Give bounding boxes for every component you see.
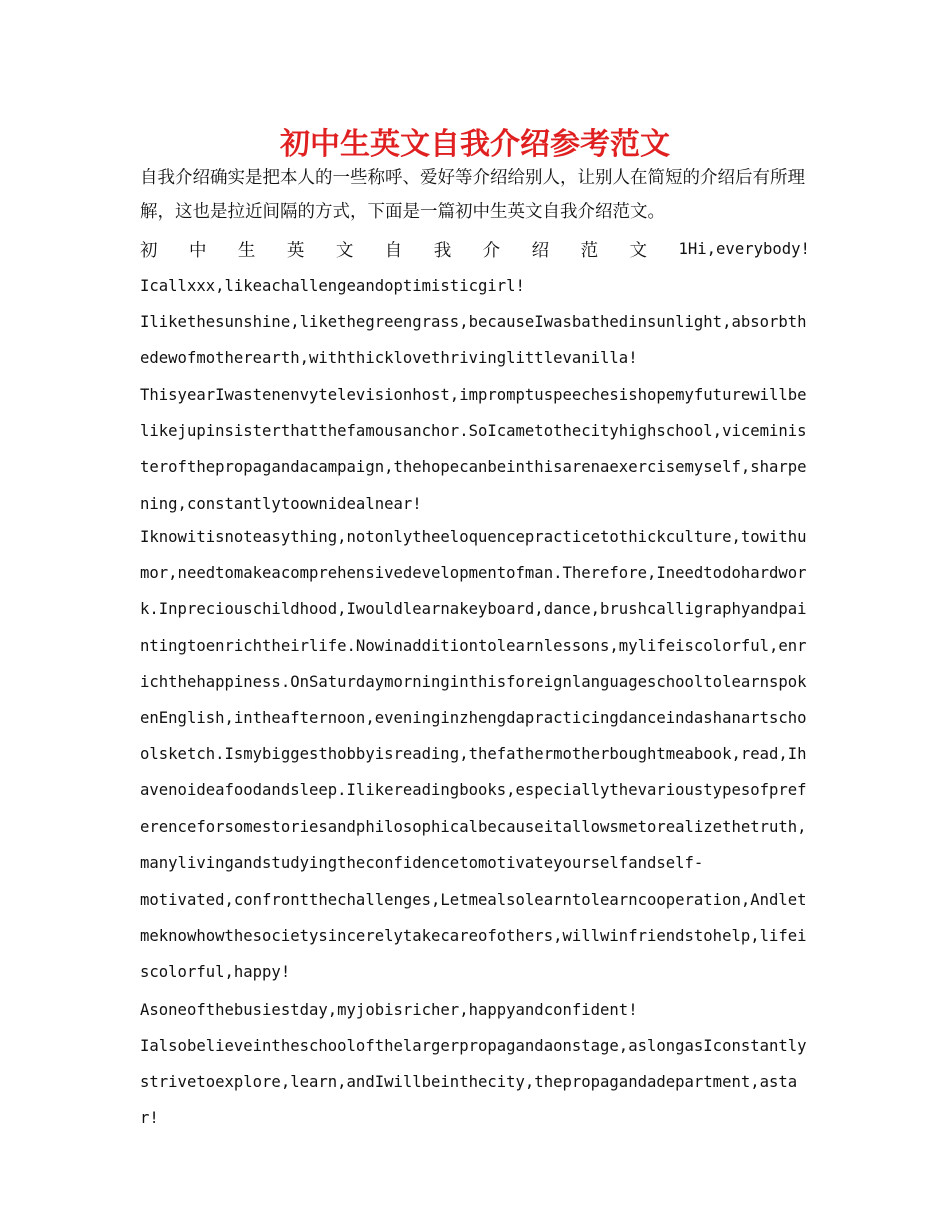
heading-char: 文	[335, 240, 354, 261]
heading-char: 英	[286, 240, 305, 261]
body-paragraph: Iknowitisnoteasything,notonlytheeloquencepracticetothickculture,towithumor,needtomakeacomprehensivedevelopmentofman.Therefore,Ineedtodohardwork.Inpreciouschildhood,Iwouldlearnakeyboard,dance,brushcalligraphyandpaintingtoenrichtheirlife.Nowinadditiontolearnlessons,mylifeiscolorful,enrichthehappiness.OnSaturdaymorninginthisforeignlanguageschooltolearnspokenEnglish,intheafternoon,eveninginzhengdapracticingdanceindashanartschoolsketch.Ismybiggesthobbyisreading,thefathermotherboughtmeabook,read,Ihavenoideafoodandsleep.Ilikereadingbooks,especiallythevarioustypesofpreferenceforsomestoriesandphilosophicalbecauseitallowsmetorealizethetruth,manylivingandstudyingtheconfidencetomotivateyourselfandself-	[140, 528, 807, 872]
body-paragraph: motivated,confrontthechallenges,Letmealsolearntolearncooperation,Andletmeknowhowthesocietysincerelytakecareofothers,willwinfriendstohelp,lifeiscolorful,happy!	[140, 891, 807, 982]
heading-char: 绍	[531, 240, 550, 261]
heading-char: 初	[140, 240, 158, 261]
heading-char: 范	[580, 240, 599, 261]
heading-char: 自	[384, 240, 403, 261]
body-paragraph: Ialsobelieveintheschoolofthelargerpropagandaonstage,aslongasIconstantlystrivetoexplore,learn,andIwillbeinthecity,thepropagandadepartment,astar!	[140, 1037, 807, 1128]
heading-char: 我	[433, 240, 452, 261]
body-paragraph: Ilikethesunshine,likethegreengrass,becauseIwasbathedinsunlight,absorbthedewofmotherearth,withthicklovethrivinglittlevanilla!	[140, 313, 807, 368]
intro-paragraph: 自我介绍确实是把本人的一些称呼、爱好等介绍给别人，让别人在简短的介绍后有所理解，这也是拉近间隔的方式，下面是一篇初中生英文自我介绍范文。	[140, 168, 805, 222]
body-paragraph: Icallxxx,likeachallengeandoptimisticgirl!	[140, 277, 525, 295]
body-paragraph: ThisyearIwastenenvytelevisionhost,impromptuspeechesishopemyfuturewillbelikejupinsisterthatthefamousanchor.SoIcametothecityhighschool,viceministerofthepropagandacampaign,thehopecanbeinthisarenaexercisemyself,sharpening,constantlytoownidealnear!	[140, 386, 807, 513]
body-paragraph: Asoneofthebusiestday,myjobisricher,happyandconfident!	[140, 1001, 638, 1019]
heading-greeting: 1Hi,everybody!	[678, 240, 810, 258]
document-title: 初中生英文自我介绍参考范文	[280, 127, 670, 162]
heading-char: 中	[188, 240, 207, 261]
heading-char: 文	[629, 240, 648, 261]
section-heading	[140, 232, 810, 266]
heading-char: 介	[482, 240, 501, 261]
heading-char: 生	[237, 240, 256, 261]
